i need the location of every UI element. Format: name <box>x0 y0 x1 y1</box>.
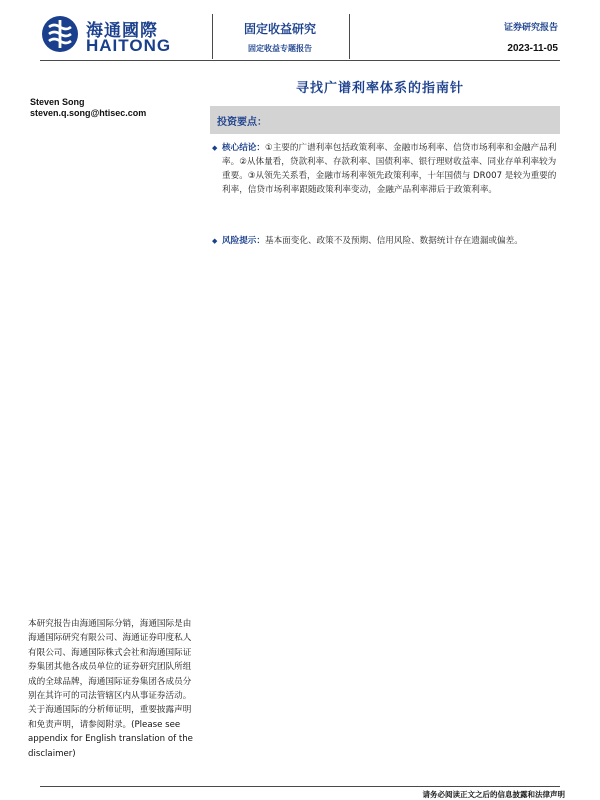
key-points-heading: 投资要点： <box>217 117 267 128</box>
header-rule <box>40 60 560 61</box>
disclaimer-text: 本研究报告由海通国际分销，海通国际是由海通国际研究有限公司、海通证券印度私人有限公司、海通国际株式会社和海通国际证券集团其他各成员单位的证券研究团队所组成的全球品牌，海通国际证券集团各成员分别在其许可的司法管辖区内从事证券活动。关于海通国际的分析师证明，重要披露声明和免责声明，请参阅附录。(Please see appendix for English translation of the disclaimer) <box>28 619 193 759</box>
key-point-label: 核心结论： <box>222 143 265 153</box>
header-divider-right <box>349 14 350 59</box>
key-point-text: ①主要的广谱利率包括政策利率、金融市场利率、信贷市场利率和金融产品利率。②从体量看，贷款利率、存款利率、国债利率、银行理财收益率、同业存单利率较为重要。③从领先关系看，金融市场利率领先政策利率，十年国债与 DR007 是较为重要的利率，信贷市场利率跟随政策利率变动，金融产品利率滞后于政策利率。 <box>222 143 557 195</box>
logo-en-text: HAITONG <box>86 36 172 55</box>
key-points-header <box>210 106 560 134</box>
footer-rule <box>40 786 560 787</box>
report-subcategory: 固定收益专题报告 <box>248 44 312 53</box>
report-type: 证券研究报告 <box>503 23 558 33</box>
report-category: 固定收益研究 <box>243 22 316 36</box>
logo-cn-text: 海通國際 <box>86 21 158 41</box>
header-divider-left <box>212 14 213 59</box>
haitong-logo-icon <box>40 14 80 54</box>
report-title: 寻找广谱利率体系的指南针 <box>295 81 464 96</box>
key-point-item <box>212 234 562 248</box>
company-logo <box>40 14 190 54</box>
key-point-item <box>212 141 562 197</box>
key-point-label: 风险提示： <box>222 236 265 246</box>
key-point-body <box>222 141 562 197</box>
bullet-icon: ◆ <box>212 237 218 245</box>
author-email[interactable]: steven.q.song@htisec.com <box>30 108 147 118</box>
key-point-text: 基本面变化、政策不及预期、信用风险、数据统计存在遗漏或偏差。 <box>264 236 523 246</box>
bullet-icon: ◆ <box>212 144 218 152</box>
key-point-body <box>222 234 562 248</box>
author-name: Steven Song <box>30 97 85 107</box>
footer-text: 请务必阅读正文之后的信息披露和法律声明 <box>422 790 565 799</box>
report-date: 2023-11-05 <box>507 43 558 54</box>
